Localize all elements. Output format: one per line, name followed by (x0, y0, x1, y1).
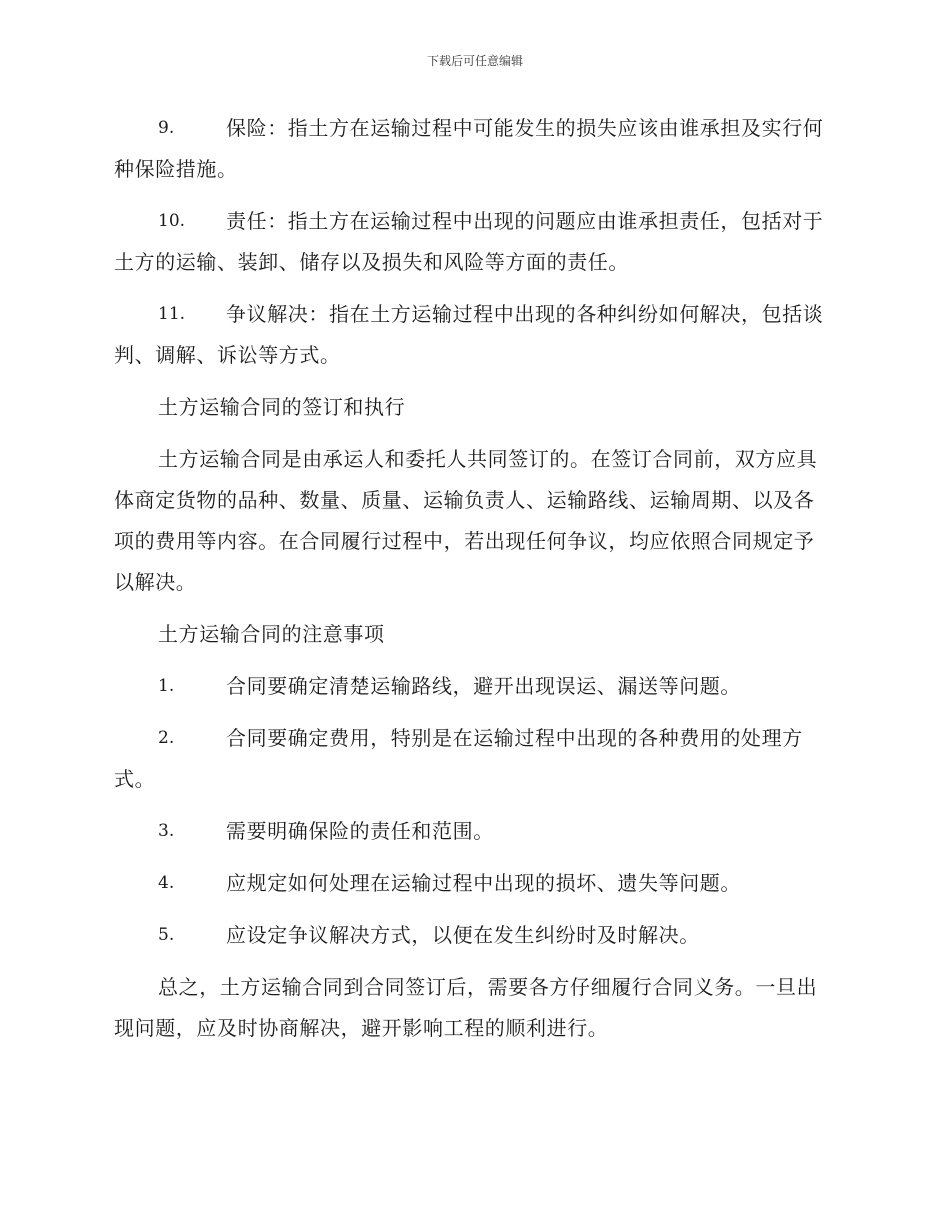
section-heading-notes: 土方运输合同的注意事项 (158, 622, 385, 646)
section-heading-signing: 土方运输合同的签订和执行 (158, 395, 406, 419)
list-item (114, 863, 832, 904)
item-text: 责任：指土方在运输过程中出现的问题应由谁承担责任，包括对于土方的运输、装卸、储存以及损失和风险等方面的责任。 (114, 209, 824, 274)
document-body (114, 108, 832, 1060)
item-text: 合同要确定清楚运输路线，避开出现误运、漏送等问题。 (226, 674, 741, 698)
list-item (114, 718, 832, 800)
list-item (114, 915, 832, 956)
item-number: 4. (158, 873, 175, 893)
item-number: 9. (158, 118, 175, 138)
item-text: 应规定如何处理在运输过程中出现的损坏、遗失等问题。 (226, 871, 741, 895)
item-number: 5. (158, 925, 175, 945)
item-text: 合同要确定费用，特别是在运输过程中出现的各种费用的处理方式。 (114, 726, 803, 791)
item-number: 1. (158, 676, 175, 696)
item-text: 需要明确保险的责任和范围。 (226, 819, 494, 843)
item-text: 争议解决：指在土方运输过程中出现的各种纠纷如何解决，包括谈判、调解、诉讼等方式。 (114, 302, 824, 367)
page-header: 下载后可任意编辑 (426, 54, 523, 68)
item-number: 3. (158, 821, 175, 841)
list-item (114, 294, 832, 376)
item-number: 11. (158, 304, 186, 324)
paragraph-signing: 土方运输合同是由承运人和委托人共同签订的。在签订合同前，双方应具体商定货物的品种、数量、质量、运输负责人、运输路线、运输周期、以及各项的费用等内容。在合同履行过程中，若出现任何争议，均应依照合同规定予以解决。 (114, 447, 818, 594)
paragraph-conclusion: 总之，土方运输合同到合同签订后，需要各方仔细履行合同义务。一旦出现问题，应及时协商解决，避开影响工程的顺利进行。 (114, 975, 818, 1040)
list-item (114, 811, 832, 852)
item-number: 10. (158, 211, 186, 231)
list-item (114, 666, 832, 707)
item-text: 应设定争议解决方式，以便在发生纠纷时及时解决。 (226, 923, 700, 947)
item-number: 2. (158, 728, 175, 748)
item-text: 保险：指土方在运输过程中可能发生的损失应该由谁承担及实行何种保险措施。 (114, 116, 824, 181)
list-item (114, 201, 832, 283)
list-item (114, 108, 832, 190)
